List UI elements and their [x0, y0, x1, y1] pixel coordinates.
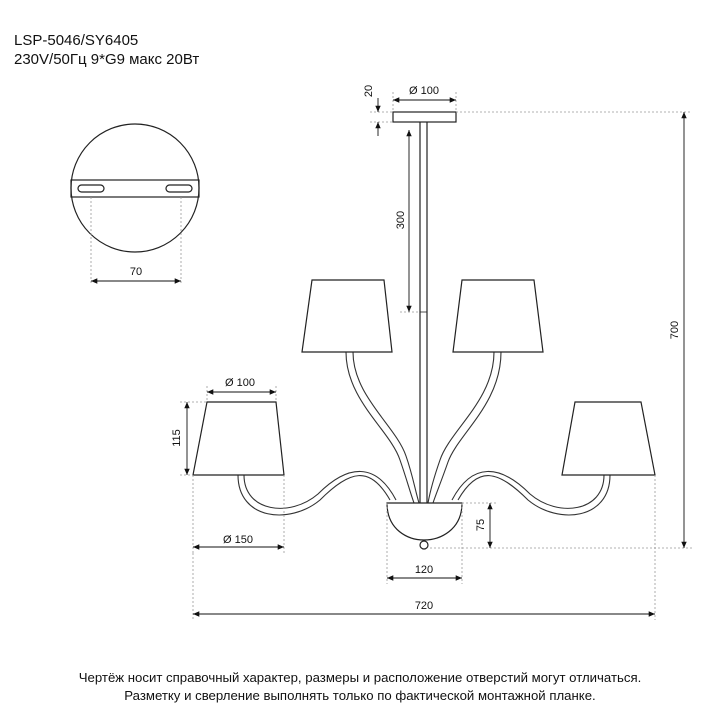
central-bowl — [387, 503, 462, 549]
arm-upper-left — [346, 352, 414, 503]
shade-upper-left — [302, 280, 392, 352]
total-height-label: 700 — [669, 320, 681, 340]
disclaimer-line-2: Разметку и сверление выполнять только по фактической монтажной планке. — [124, 688, 596, 703]
plate-height-dimension — [370, 98, 393, 136]
shades — [193, 280, 655, 475]
ceiling-canopy — [393, 112, 456, 122]
hole-spacing-label: 70 — [129, 266, 143, 278]
mounting-plate-detail — [71, 124, 199, 285]
disclaimer-line-1: Чертёж носит справочный характер, размеры и расположение отверстий могут отличаться. — [78, 670, 642, 685]
mount-slot-right — [166, 185, 192, 192]
shade-upper-right — [453, 280, 543, 352]
shade-lower-left — [193, 402, 284, 475]
arms — [238, 352, 610, 515]
plate-diameter-label: Ø 100 — [409, 85, 439, 97]
mounting-bar — [71, 180, 199, 197]
model-number: LSP-5046/SY6405 — [14, 32, 139, 49]
arm-lower-left — [238, 475, 390, 515]
arm-upper-right — [428, 352, 494, 503]
arm-lower-right — [458, 475, 610, 515]
shade-height-label: 115 — [171, 429, 183, 447]
ceiling-cup-outline — [71, 124, 199, 252]
electrical-spec: 230V/50Гц 9*G9 макс 20Вт — [14, 51, 200, 68]
bowl-height-label: 75 — [475, 518, 487, 532]
bowl-width-label: 120 — [414, 564, 434, 576]
bowl-finial — [420, 541, 428, 549]
shade-lower-right — [562, 402, 655, 475]
mount-slot-left — [78, 185, 104, 192]
plate-height-label: 20 — [363, 84, 375, 98]
total-width-label: 720 — [414, 600, 434, 612]
rod-length-label: 300 — [395, 210, 407, 230]
canopy-and-rod — [393, 112, 456, 503]
shade-bottom-diameter-label: Ø 150 — [223, 534, 253, 546]
shade-top-diameter-label: Ø 100 — [225, 377, 255, 389]
